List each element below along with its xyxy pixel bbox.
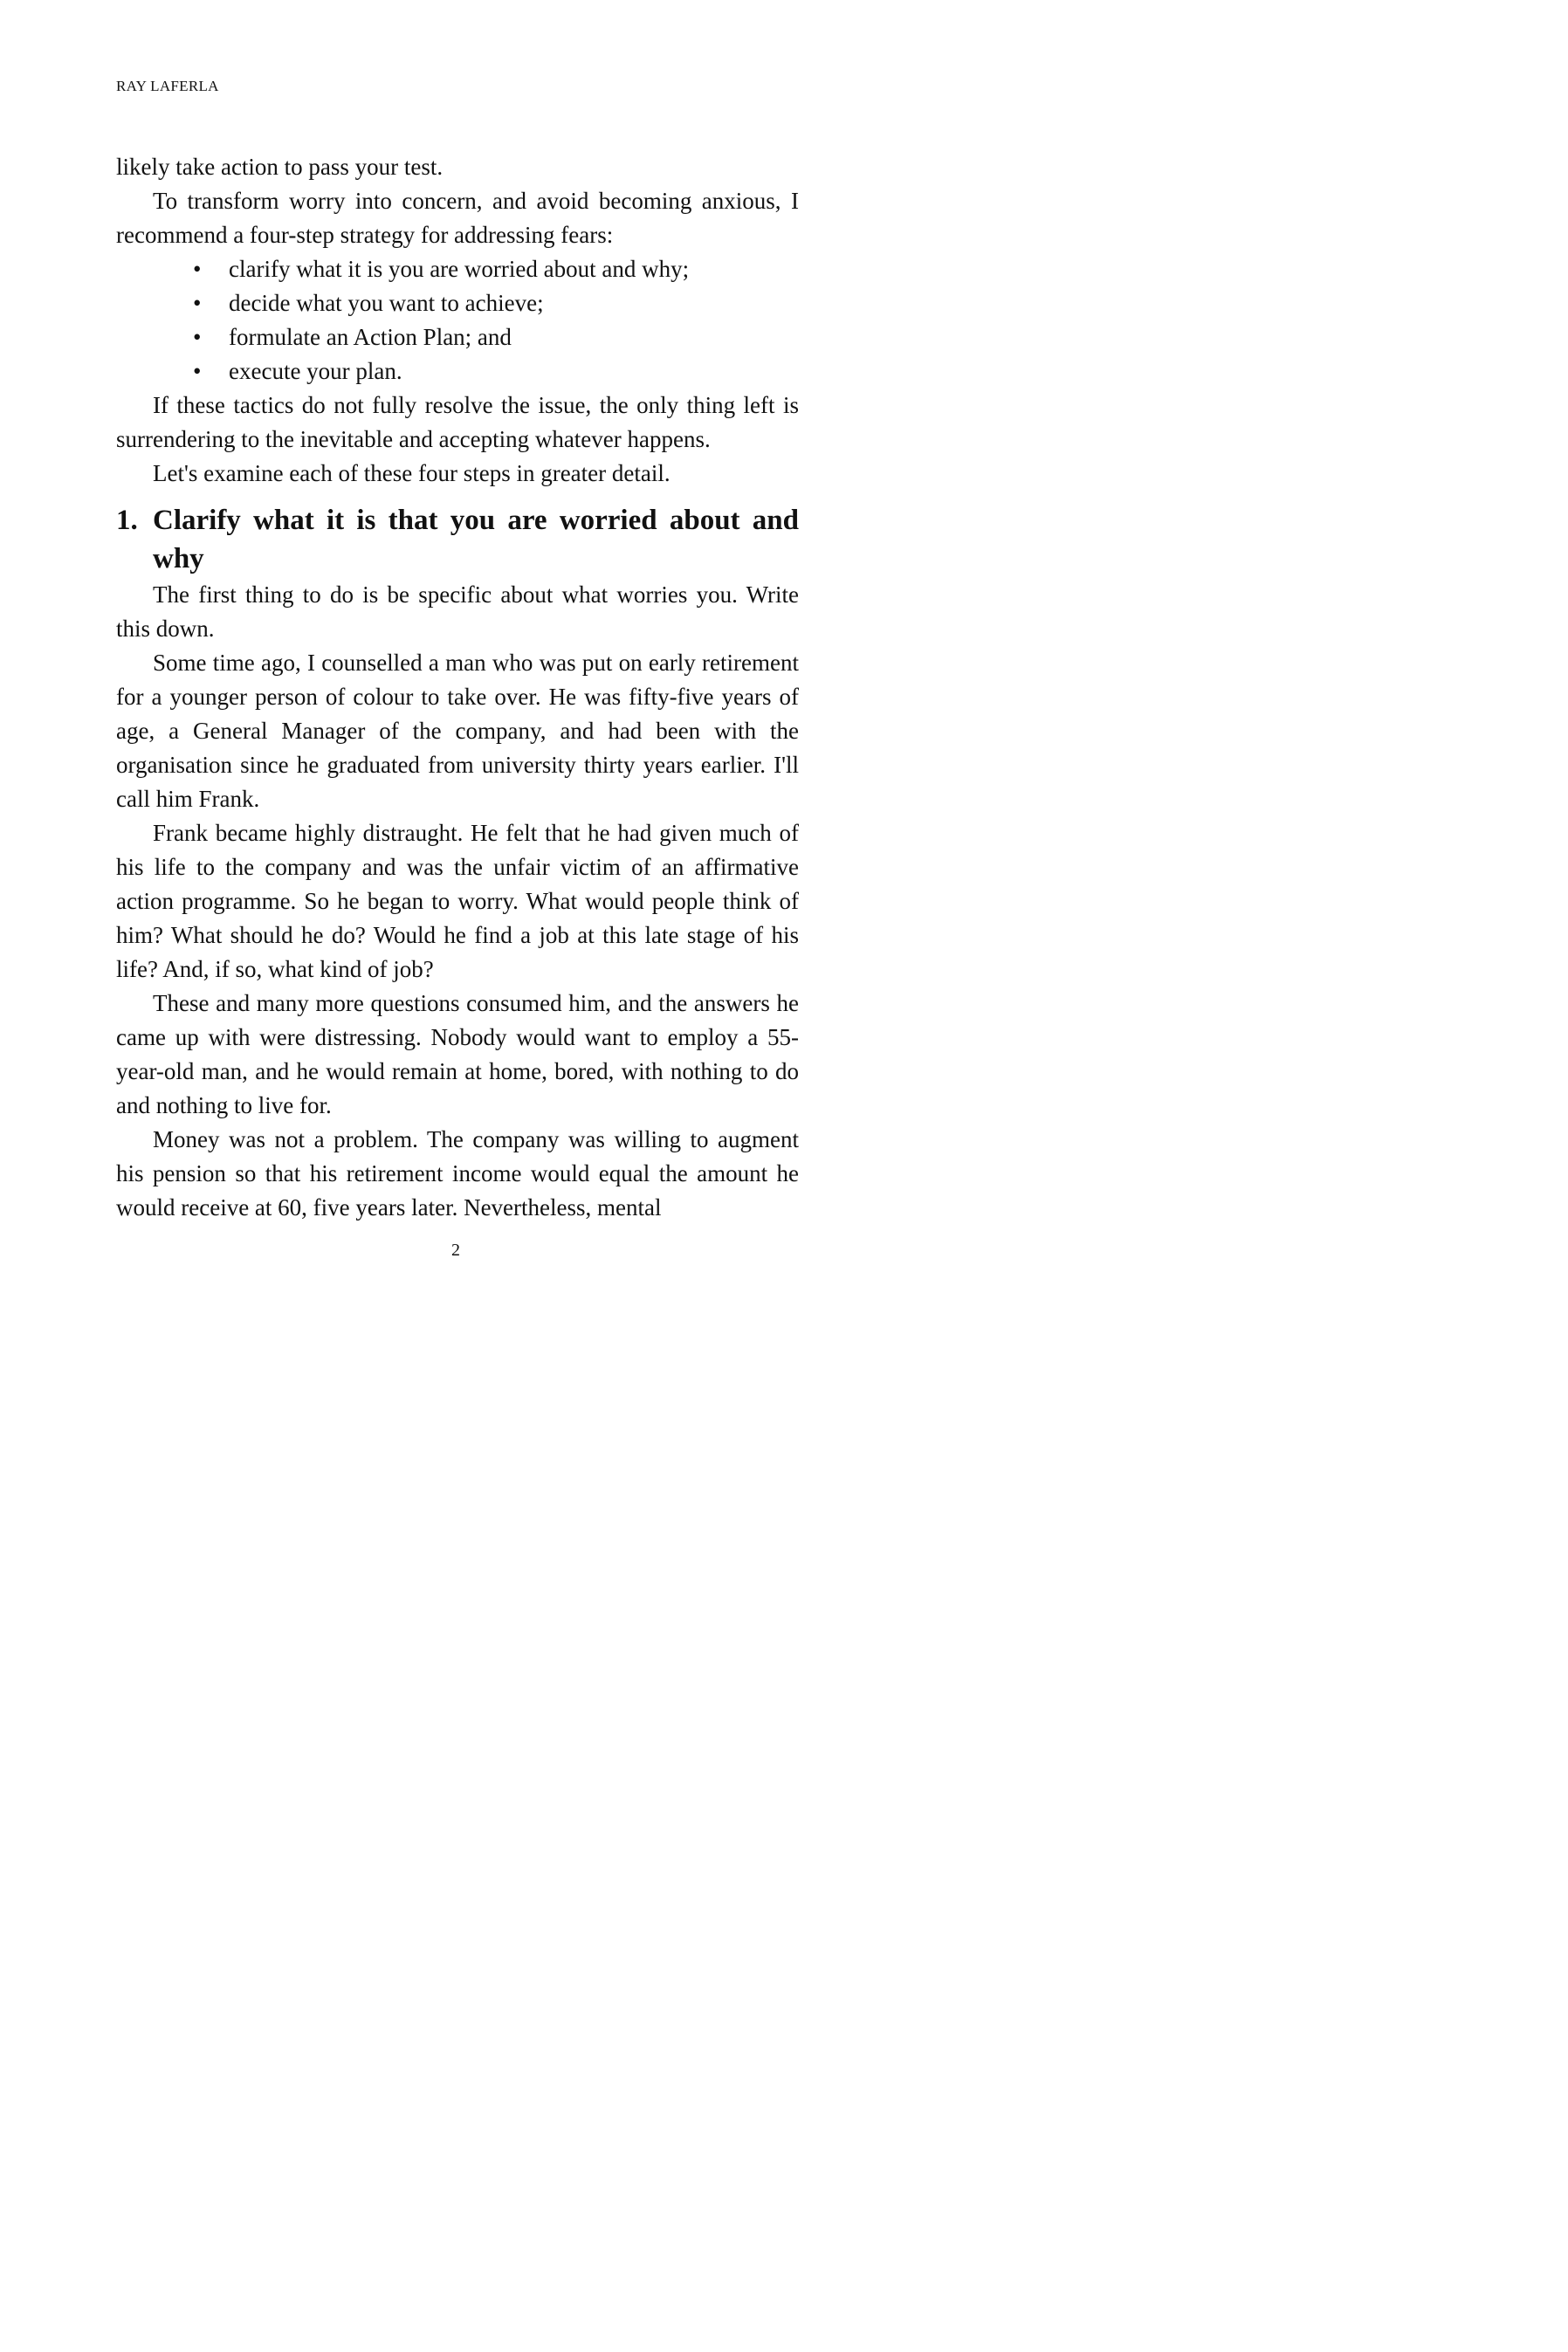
paragraph-money: Money was not a problem. The company was willing to augment his pension so that his retirement income would equal the amount he would receive at 60, five years later. Nevertheless, mental <box>116 1126 799 1221</box>
list-item-text: decide what you want to achieve; <box>229 290 544 316</box>
paragraph-questions: These and many more questions consumed him, and the answers he came up with were distressing. Nobody would want to employ a 55-year-old man, and he would remain at home, bored, with nothing to do and nothing to live for. <box>116 990 799 1118</box>
page-body <box>116 150 799 1225</box>
section-heading <box>116 501 799 578</box>
bullet-icon: • <box>193 324 202 350</box>
bullet-icon: • <box>193 290 202 316</box>
list-item-text: clarify what it is you are worried about and why; <box>229 256 690 282</box>
paragraph-distraught: Frank became highly distraught. He felt that he had given much of his life to the company and was the unfair victim of an affirmative action programme. So he began to worry. What would people think of him? What should he do? Would he find a job at this late stage of his life? And, if so, what kind of job? <box>116 820 799 982</box>
section-title: Clarify what it is that you are worried about and why <box>153 505 799 574</box>
strategy-steps-list <box>116 252 799 389</box>
bullet-icon: • <box>193 256 202 282</box>
paragraph-strategy-intro: To transform worry into concern, and avoid becoming anxious, I recommend a four-step strategy for addressing fears: <box>116 188 799 248</box>
paragraph-be-specific: The first thing to do is be specific about what worries you. Write this down. <box>116 581 799 642</box>
running-head: RAY LAFERLA <box>116 78 219 94</box>
list-item <box>116 252 799 286</box>
paragraph-continuation: likely take action to pass your test. <box>116 154 444 180</box>
list-item-text: execute your plan. <box>229 358 402 384</box>
list-item <box>116 320 799 354</box>
section-number: 1. <box>116 505 138 536</box>
list-item-text: formulate an Action Plan; and <box>229 324 512 350</box>
list-item <box>116 354 799 389</box>
bullet-icon: • <box>193 358 202 384</box>
book-page <box>0 0 911 1367</box>
paragraph-surrender: If these tactics do not fully resolve the issue, the only thing left is surrendering to the inevitable and accepting whatever happens. <box>116 392 799 452</box>
paragraph-counselled: Some time ago, I counselled a man who was put on early retirement for a younger person of colour to take over. He was fifty-five years of age, a General Manager of the company, and had been with the organisation since he graduated from university thirty years earlier. I'll call him Frank. <box>116 650 799 812</box>
paragraph-examine: Let's examine each of these four steps in greater detail. <box>153 460 671 486</box>
page-number: 2 <box>451 1241 460 1260</box>
list-item <box>116 286 799 320</box>
